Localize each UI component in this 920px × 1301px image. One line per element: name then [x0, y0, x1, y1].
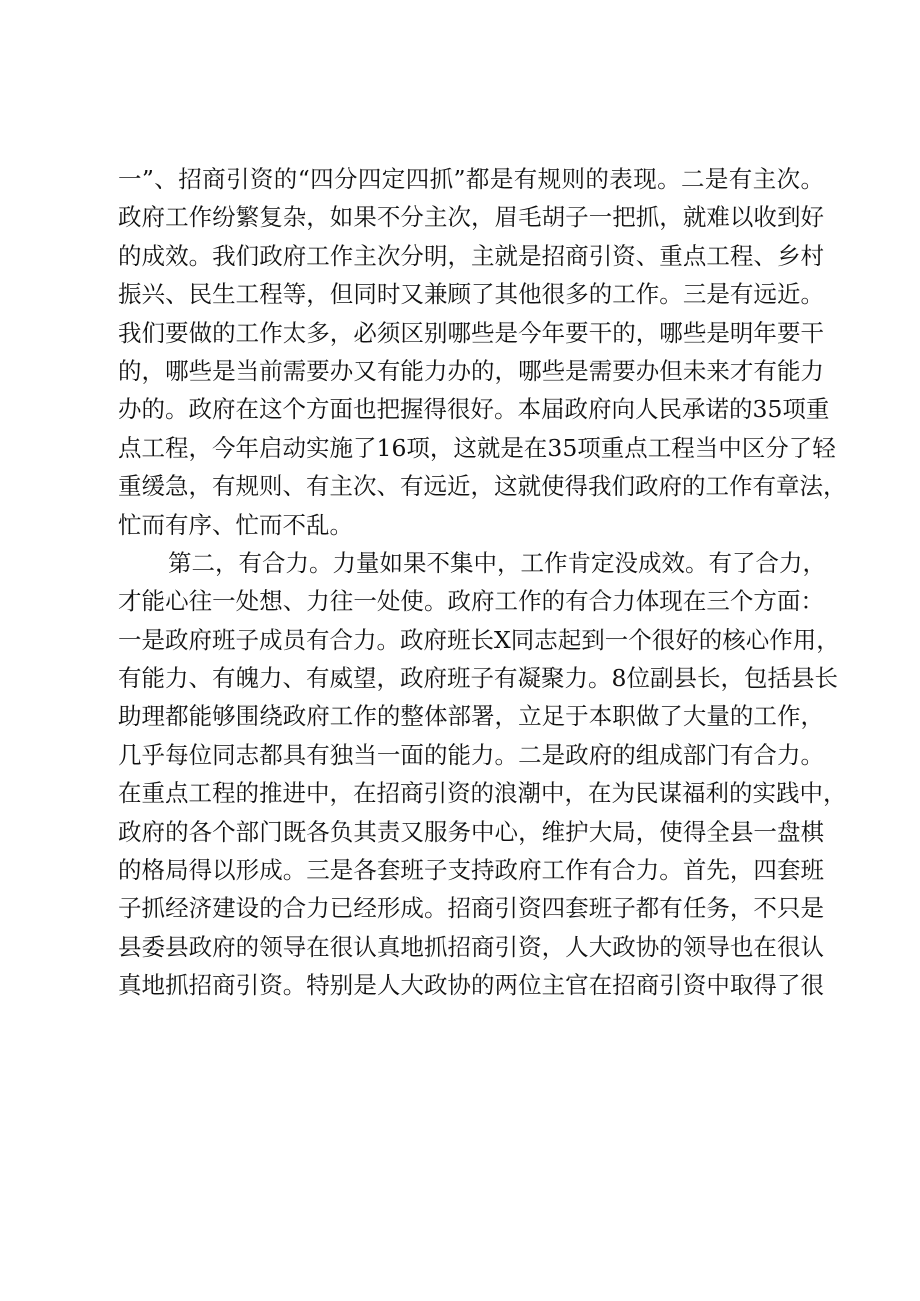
- text-line: 振兴、民生工程等，但同时又兼顾了其他很多的工作。三是有远近。: [118, 280, 824, 309]
- body-text: [118, 160, 847, 1005]
- text-line: 才能心往一处想、力往一处使。政府工作的有合力体现在三个方面：: [118, 587, 824, 616]
- text-line: 政府工作纷繁复杂，如果不分主次，眉毛胡子一把抓，就难以收到好: [118, 203, 824, 232]
- text-line: 忙而有序、忙而不乱。: [118, 510, 353, 539]
- text-line: 一”、招商引资的“四分四定四抓”都是有规则的表现。二是有主次。: [118, 165, 824, 193]
- text-line: 真地抓招商引资。特别是人大政协的两位主官在招商引资中取得了很: [118, 971, 824, 1000]
- text-line: 我们要做的工作太多，必须区别哪些是今年要干的，哪些是明年要干: [118, 318, 824, 347]
- text-line: 子抓经济建设的合力已经形成。招商引资四套班子都有任务，不只是: [118, 894, 824, 923]
- text-line: 政府的各个部门既各负其责又服务中心，维护大局，使得全县一盘棋: [118, 817, 824, 846]
- text-line: 一是政府班子成员有合力。政府班长X同志起到一个很好的核心作用，: [118, 625, 840, 654]
- text-line: 的格局得以形成。三是各套班子支持政府工作有合力。首先，四套班: [118, 856, 824, 885]
- text-line: 在重点工程的推进中，在招商引资的浪潮中，在为民谋福利的实践中，: [118, 779, 847, 808]
- text-line: 的，哪些是当前需要办又有能力办的，哪些是需要办但未来才有能力: [118, 356, 824, 385]
- text-line: 第二，有合力。力量如果不集中，工作肯定没成效。有了合力，: [168, 548, 826, 577]
- text-line: 有能力、有魄力、有威望，政府班子有凝聚力。8位副县长，包括县长: [118, 664, 838, 693]
- text-line: 助理都能够围绕政府工作的整体部署，立足于本职做了大量的工作，: [118, 702, 824, 731]
- text-line: 点工程，今年启动实施了16项，这就是在35项重点工程当中区分了轻: [118, 433, 836, 462]
- text-line: 的成效。我们政府工作主次分明，主就是招商引资、重点工程、乡村: [118, 241, 824, 270]
- text-line: 县委县政府的领导在很认真地抓招商引资，人大政协的领导也在很认: [118, 932, 824, 961]
- text-line: 几乎每位同志都具有独当一面的能力。二是政府的组成部门有合力。: [118, 740, 824, 769]
- text-line: 重缓急，有规则、有主次、有远近，这就使得我们政府的工作有章法，: [118, 472, 847, 501]
- text-line: 办的。政府在这个方面也把握得很好。本届政府向人民承诺的35项重: [118, 395, 830, 424]
